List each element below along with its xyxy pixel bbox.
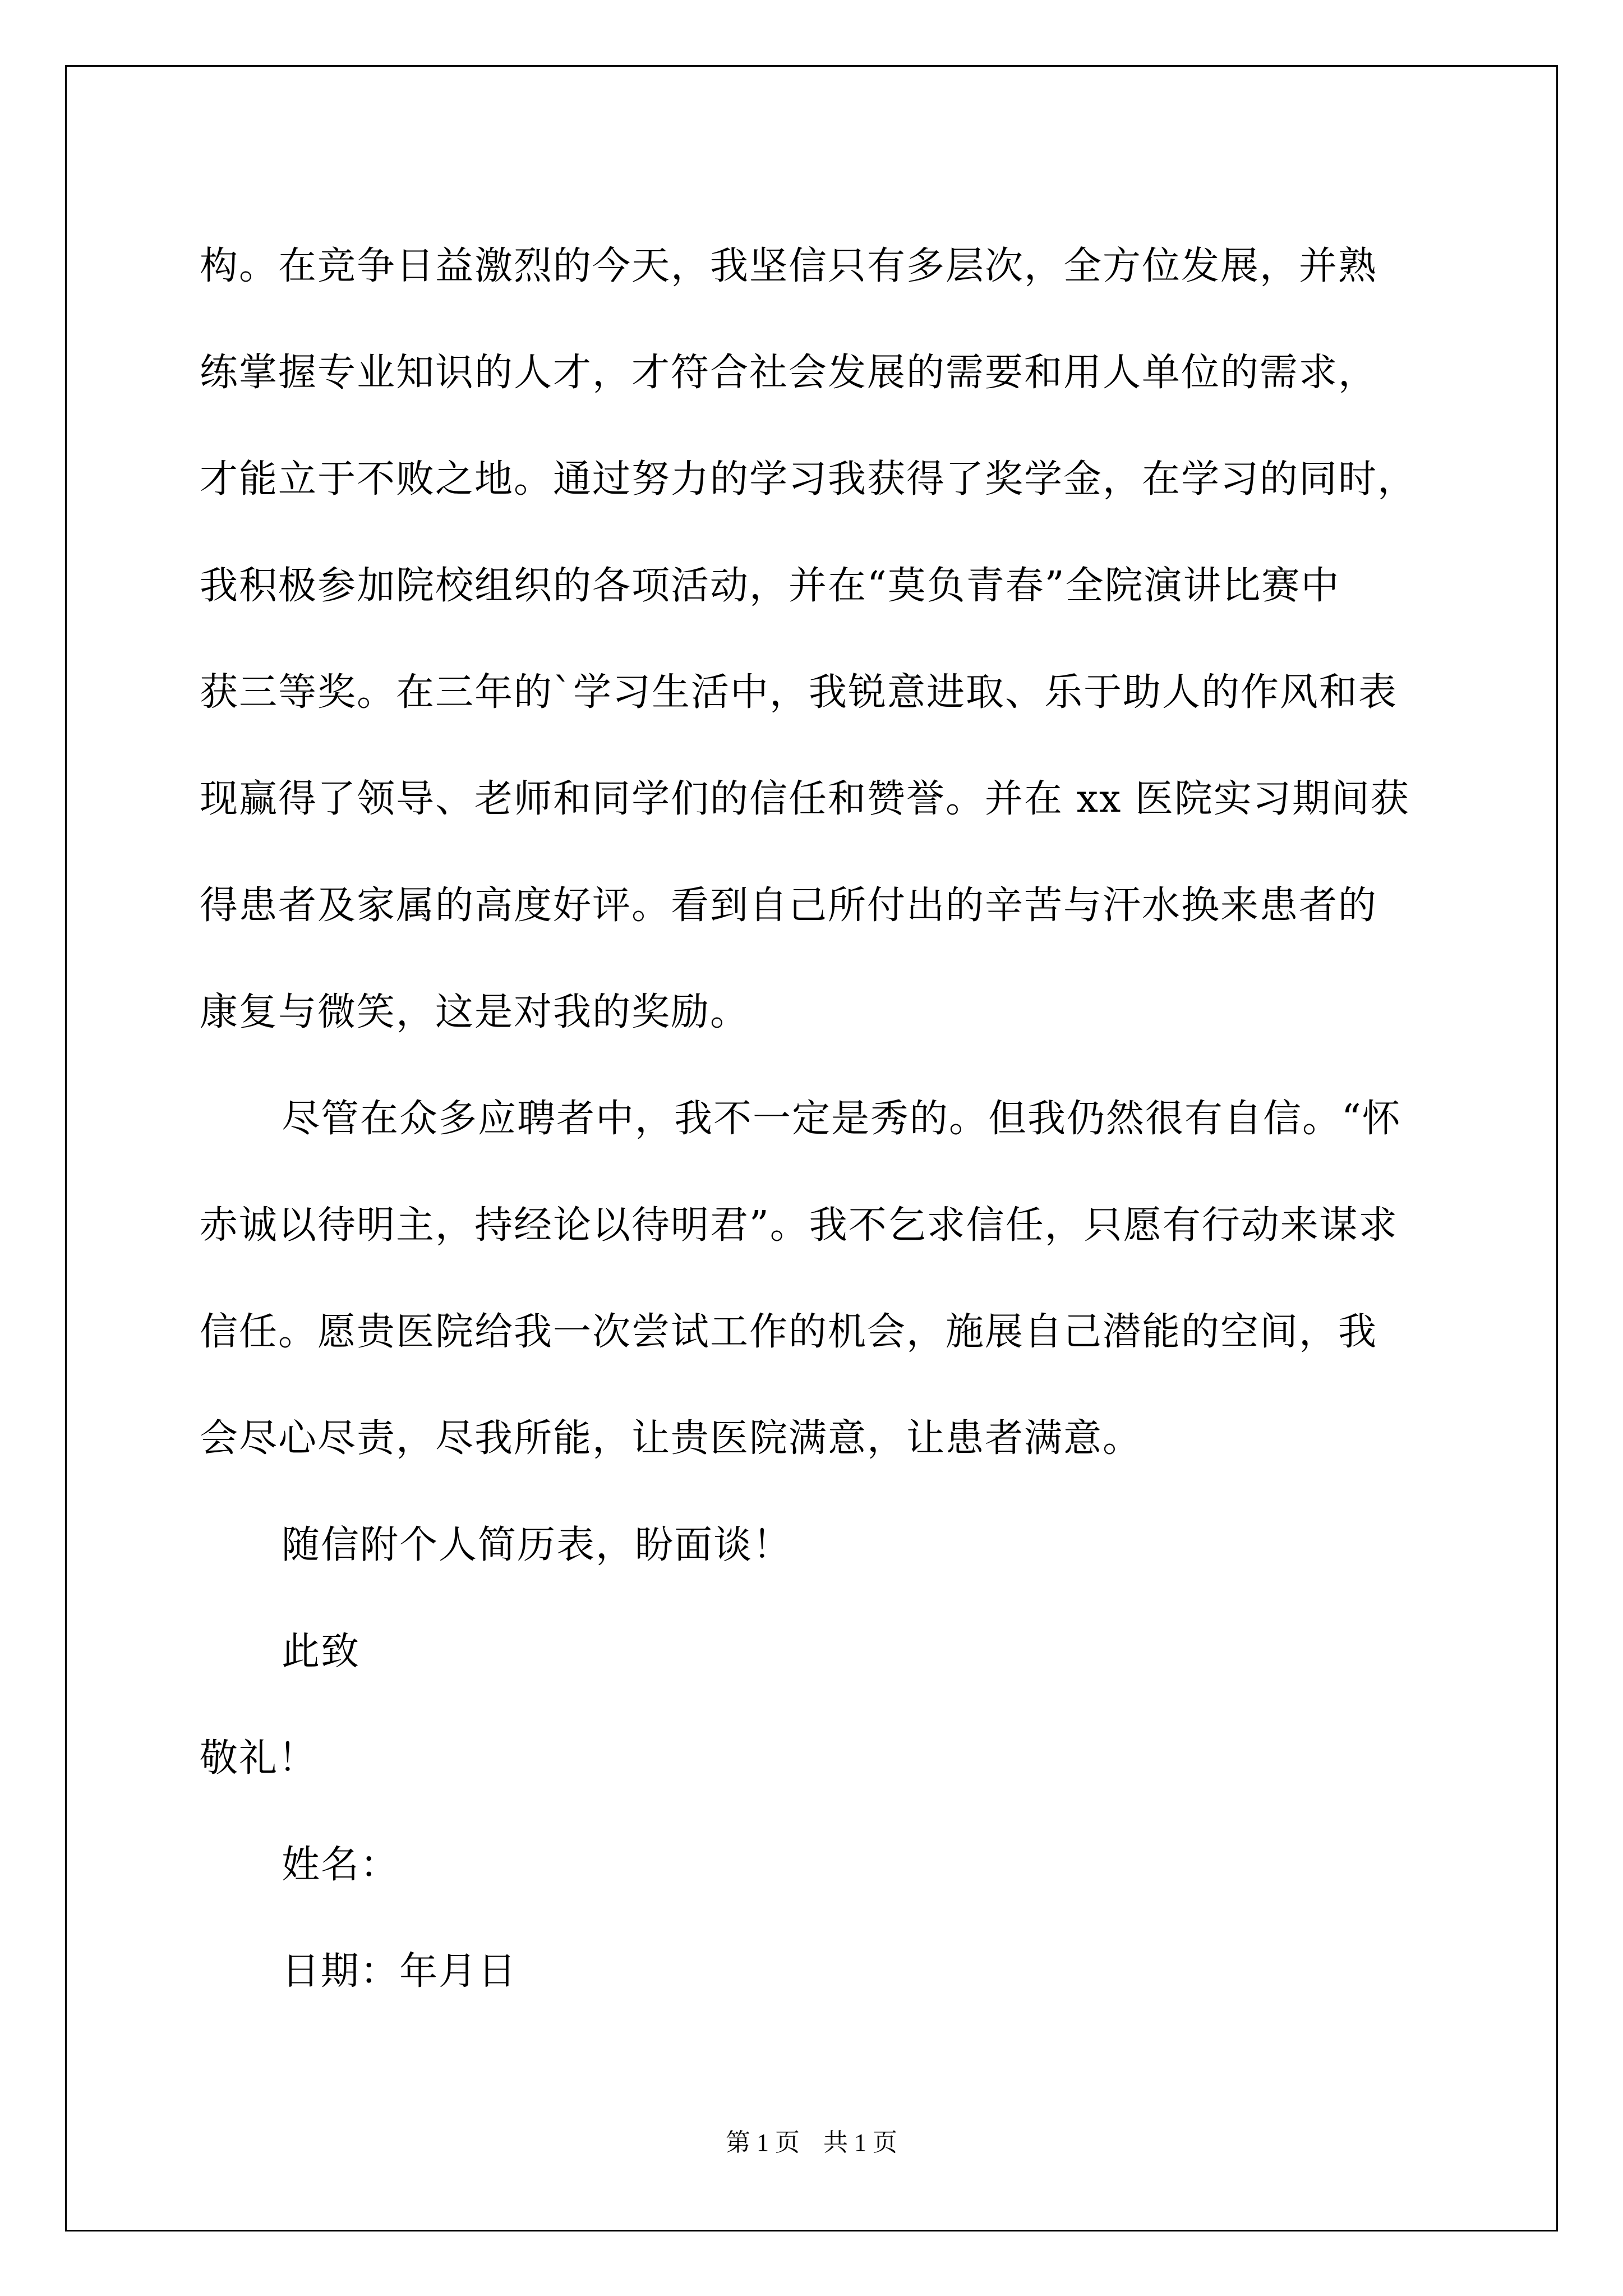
text-line: 会尽心尽责，尽我所能，让贵医院满意，让患者满意。	[200, 1416, 1142, 1461]
text-line: 现赢得了领导、老师和同学们的信任和赞誉。并在 xx 医院实习期间获	[200, 777, 1410, 821]
text-line: 我积极参加院校组织的各项活动，并在“莫负青春”全院演讲比赛中	[200, 564, 1340, 608]
letter-body	[200, 213, 1439, 2025]
text-line: 得患者及家属的高度好评。看到自己所付出的辛苦与汗水换来患者的	[200, 884, 1378, 928]
text-line: 才能立于不败之地。通过努力的学习我获得了奖学金，在学习的同时，	[200, 457, 1417, 501]
text-line: 赤诚以待明主，持经论以待明君”。我不乞求信任，只愿有行动来谋求	[200, 1203, 1398, 1248]
closing-phrase: 此致	[282, 1630, 361, 1674]
text-line: 获三等奖。在三年的`学习生活中，我锐意进取、乐于助人的作风和表	[200, 670, 1398, 715]
signature-name-label: 姓名：	[282, 1843, 400, 1887]
page-count: 共 1 页	[823, 2129, 897, 2156]
text-line: 康复与微笑，这是对我的奖励。	[200, 990, 750, 1034]
page-number: 第 1 页	[726, 2129, 800, 2156]
signature-date-label: 日期：年月日	[282, 1949, 518, 1994]
attachment-note: 随信附个人简历表，盼面谈！	[282, 1523, 792, 1567]
page-footer	[0, 2126, 1623, 2160]
text-line: 信任。愿贵医院给我一次尝试工作的机会，施展自己潜能的空间，我	[200, 1310, 1378, 1354]
salutation: 敬礼！	[200, 1736, 318, 1780]
paragraph-start-line: 尽管在众多应聘者中，我不一定是秀的。但我仍然很有自信。“怀	[282, 1097, 1401, 1141]
text-line: 练掌握专业知识的人才，才符合社会发展的需要和用人单位的需求，	[200, 351, 1378, 395]
text-line: 构。在竞争日益激烈的今天，我坚信只有多层次，全方位发展，并熟	[200, 244, 1378, 288]
